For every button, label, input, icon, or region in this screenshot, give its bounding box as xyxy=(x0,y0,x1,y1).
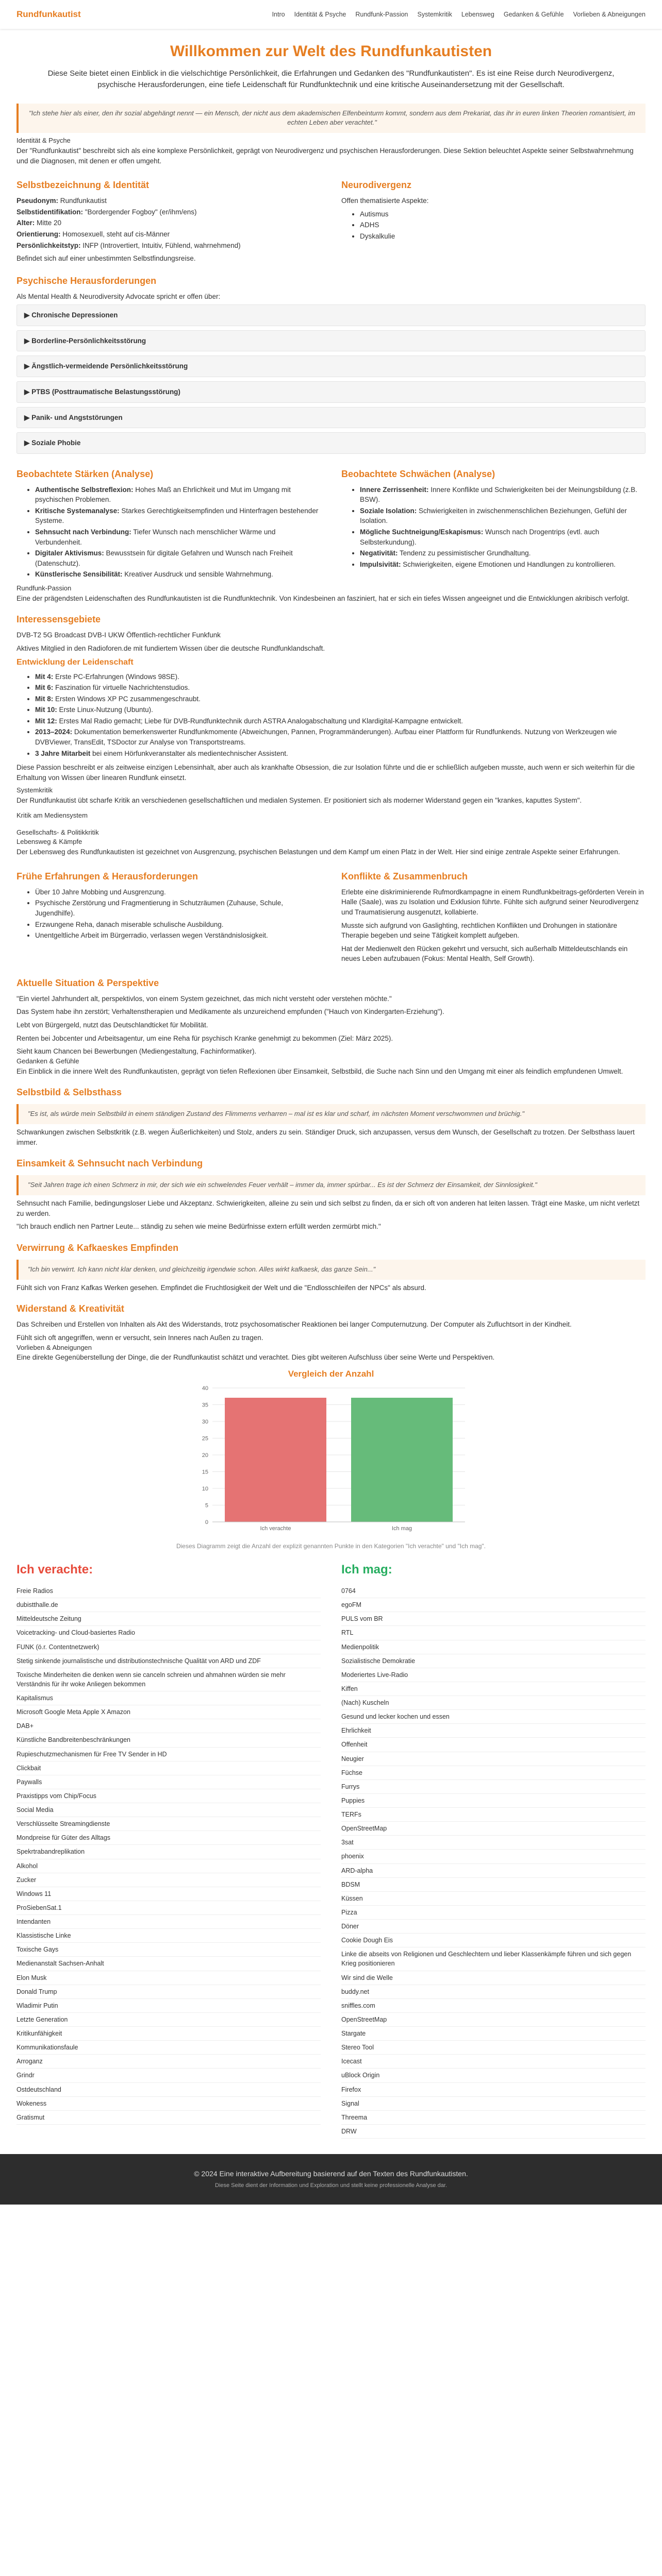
psych-accordion xyxy=(16,304,646,453)
lebensweg-text: Der Lebensweg des Rundfunkautisten ist gezeichnet von Ausgrenzung, psychischen Belastungen und dem Kampf um einen Platz in der Welt. Hier sind einige zentrale Aspekte seiner Erfahrungen. xyxy=(16,848,620,856)
identity-key: Selbstidentifikation: xyxy=(16,208,84,216)
y-tick-label: 0 xyxy=(205,1519,208,1526)
section-label-lebensweg: Lebensweg & Kämpfe xyxy=(16,838,82,846)
list-item xyxy=(35,727,646,747)
list-item xyxy=(35,705,646,715)
list-item: dubistthalle.de xyxy=(16,1598,321,1612)
strengths-list xyxy=(16,485,321,580)
identity-value: "Bordergender Fogboy" (er/ihm/ens) xyxy=(83,208,197,216)
identity-key: Orientierung: xyxy=(16,230,61,238)
strengths-heading: Beobachtete Stärken (Analyse) xyxy=(16,468,154,479)
current-quote: "Ein viertel Jahrhundert alt, perspektivlos, von einem System gezeichnet, das mich nicht versteht oder verstehen möchte." xyxy=(16,994,392,1003)
list-item xyxy=(35,485,321,505)
identity-row xyxy=(16,241,321,251)
list-item: Döner xyxy=(341,1920,646,1934)
list-item: Grindr xyxy=(16,2069,321,2082)
item-key: Mit 6: xyxy=(35,684,54,692)
list-item: Letzte Generation xyxy=(16,2013,321,2027)
list-item: Firefox xyxy=(341,2083,646,2097)
chart-caption: Dieses Diagramm zeigt die Anzahl der explizit genannten Punkte in den Kategorien "Ich verachte" und "Ich mag". xyxy=(176,1542,486,1550)
list-item: Verschlüsselte Streamingdienste xyxy=(16,1817,321,1831)
dislikes-heading: Ich verachte: xyxy=(16,1563,93,1577)
list-item xyxy=(360,506,646,526)
list-item: Kiffen xyxy=(341,1682,646,1696)
radioforen-text: Aktives Mitglied in den Radioforen.de mit fundiertem Wissen über die deutsche Rundfunklandschaft. xyxy=(16,644,325,652)
system-text: Der Rundfunkautist übt scharfe Kritik an verschiedenen gesellschaftlichen und medialen Systemen. Er positioniert sich als moderner Widerstand gegen ein "krankes, kaputtes System". xyxy=(16,796,582,805)
early-column xyxy=(16,860,321,967)
list-item: Stereo Tool xyxy=(341,2041,646,2055)
list-item: Threema xyxy=(341,2111,646,2125)
bar-likes xyxy=(352,1398,453,1522)
list-item: OpenStreetMap xyxy=(341,2013,646,2027)
preferences-grid xyxy=(16,1551,646,2139)
identity-row xyxy=(16,229,321,240)
list-item: Stetig sinkende journalistische und distributionstechnische Qualität von ARD und ZDF xyxy=(16,1654,321,1668)
list-item: sniffles.com xyxy=(341,1999,646,2013)
conflicts-p3: Hat der Medienwelt den Rücken gekehrt und versucht, sich außerhalb Mitteldeutschlands ein neues Leben aufzubauen (Fokus: Mental Health, Self Growth). xyxy=(341,944,628,963)
resistance-heading: Widerstand & Kreativität xyxy=(16,1303,124,1314)
identity-value: Rundfunkautist xyxy=(58,197,107,205)
list-item: • Autismus xyxy=(360,209,646,219)
list-item: Neugier xyxy=(341,1752,646,1766)
identity-grid xyxy=(16,169,646,264)
list-item: Zucker xyxy=(16,1873,321,1887)
dislikes-list xyxy=(16,1584,321,2125)
item-key: Mögliche Suchtneigung/Eskapismus: xyxy=(360,528,484,536)
list-item: ProSiebenSat.1 xyxy=(16,1901,321,1915)
list-item xyxy=(360,560,646,570)
strengths-column xyxy=(16,458,321,581)
item-key: Digitaler Aktivismus: xyxy=(35,549,104,557)
selfimage-heading: Selbstbild & Selbsthass xyxy=(16,1087,122,1098)
item-key: Kritische Systemanalyse: xyxy=(35,506,120,515)
list-item xyxy=(360,485,646,505)
list-item: phoenix xyxy=(341,1850,646,1863)
hero xyxy=(0,29,662,98)
list-item: 0764 xyxy=(341,1584,646,1598)
main-content xyxy=(16,104,646,2139)
identity-footer: Befindet sich auf einer unbestimmten Selbstfindungsreise. xyxy=(16,255,196,263)
accordion-item[interactable]: ▶ Panik- und Angststörungen xyxy=(16,407,646,429)
list-item: Klassistische Linke xyxy=(16,1929,321,1943)
list-item xyxy=(35,506,321,526)
item-value: Dokumentation bemerkenswerter Rundfunkmomente (Abweichungen, Pannen, Programmänderungen). Aufbau einer Plattform für Rundfunkends. Nutzung von Werkzeugen wie DVBViewer, TransEdit, TSDoctor zur Analyse von Transportstreams. xyxy=(35,728,617,746)
list-item xyxy=(35,569,321,580)
y-tick-label: 30 xyxy=(202,1418,208,1425)
system-sublabel-politics: Gesellschafts- & Politikkritik xyxy=(16,828,99,836)
analysis-grid xyxy=(16,458,646,581)
list-item: Ehrlichkeit xyxy=(341,1724,646,1738)
identity-heading: Selbstbezeichnung & Identität xyxy=(16,180,150,191)
selfimage-quote: "Es ist, als würde mein Selbstbild in einem ständigen Zustand des Flimmerns verharren – mal ist es klar und scharf, im nächsten Moment verschwommen und brüchig." xyxy=(16,1104,646,1124)
bar-dislikes xyxy=(225,1398,326,1522)
timeline-list xyxy=(16,672,646,759)
item-value: Hohes Maß an Ehrlichkeit und Mut im Umgang mit psychischen Problemen. xyxy=(35,485,291,504)
identity-list xyxy=(16,196,321,263)
neuro-list xyxy=(341,209,646,242)
y-tick-label: 15 xyxy=(202,1469,208,1476)
system-sublabel-media: Kritik am Mediensystem xyxy=(16,811,88,819)
identity-key: Alter: xyxy=(16,219,35,227)
intro-quote: "Ich stehe hier als einer, den ihr sozial abgehängt nennt — ein Mensch, der nicht aus dem akademischen Elfenbeinturm kommt, sondern aus dem Prekariat, das ihr in euren linken Theorien romantisiert, im echten Leben aber verachtet." xyxy=(16,104,646,133)
section-label-passion: Rundfunk-Passion xyxy=(16,584,72,592)
list-item: Wokeness xyxy=(16,2097,321,2111)
current-p2: Lebt von Bürgergeld, nutzt das Deutschlandticket für Mobilität. xyxy=(16,1021,208,1029)
resistance-p2: Fühlt sich oft angegriffen, wenn er versucht, sein Inneres nach Außen zu tragen. xyxy=(16,1333,263,1342)
list-item: Donald Trump xyxy=(16,1985,321,1999)
list-item: • Psychische Zerstörung und Fragmentierung in Schutzräumen (Zuhause, Schule, Jugendhilfe). xyxy=(35,898,321,918)
bar-chart-svg xyxy=(187,1383,475,1537)
list-item: Küssen xyxy=(341,1892,646,1906)
list-item: buddy.net xyxy=(341,1985,646,1999)
list-item: (Nach) Kuscheln xyxy=(341,1696,646,1710)
item-value: Ersten Windows XP PC zusammengeschraubt. xyxy=(53,694,201,703)
early-heading: Frühe Erfahrungen & Herausforderungen xyxy=(16,871,198,882)
list-item: Intendanten xyxy=(16,1915,321,1929)
resistance-p1: Das Schreiben und Erstellen von Inhalten als Akt des Widerstands, trotz psychosomatischer Reaktionen bei langer Computernutzung. Der Computer als Zufluchtsort in der Kindheit. xyxy=(16,1320,572,1329)
item-key: Mit 12: xyxy=(35,717,57,725)
list-item: Kritikunfähigkeit xyxy=(16,2027,321,2041)
list-item: Moderiertes Live-Radio xyxy=(341,1668,646,1682)
loneliness-heading: Einsamkeit & Sehnsucht nach Verbindung xyxy=(16,1158,203,1169)
item-key: Mit 10: xyxy=(35,706,57,714)
list-item: Mondpreise für Güter des Alltags xyxy=(16,1831,321,1845)
list-item: Spekrtrabandreplikation xyxy=(16,1845,321,1859)
list-item xyxy=(35,694,646,704)
item-value: Kreativer Ausdruck und sensible Wahrnehmung. xyxy=(122,570,273,579)
conflicts-heading: Konflikte & Zusammenbruch xyxy=(341,871,468,882)
kafka-quote: "Ich bin verwirrt. Ich kann nicht klar denken, und gleichzeitig irgendwie schon. Alles wirkt kafkaesk, das ganze Sein..." xyxy=(16,1260,646,1280)
y-tick-label: 35 xyxy=(202,1402,208,1409)
list-item: Social Media xyxy=(16,1803,321,1817)
page-title: Willkommen zur Welt des Rundfunkautisten xyxy=(170,43,492,60)
list-item: Linke die abseits von Religionen und Geschlechtern und lieber Klassenkämpfe führen und sich gegen Krieg positionieren xyxy=(341,1947,646,1971)
list-item: Alkohol xyxy=(16,1859,321,1873)
list-item: Signal xyxy=(341,2097,646,2111)
lebensweg-grid xyxy=(16,860,646,967)
list-item: Voicetracking- und Cloud-basiertes Radio xyxy=(16,1626,321,1640)
footer-copyright: © 2024 Eine interaktive Aufbereitung basierend auf den Texten des Rundfunkautisten. xyxy=(194,2170,468,2178)
list-item: Kapitalismus xyxy=(16,1691,321,1705)
weaknesses-column xyxy=(341,458,646,581)
item-value: Innere Konflikte und Schwierigkeiten bei der Meinungsbildung (z.B. BSW). xyxy=(360,485,638,504)
conflicts-p2: Musste sich aufgrund von Gaslighting, rechtlichen Konflikten und Drohungen in stationäre Therapie begeben und seine Tätigkeit komplett aufgeben. xyxy=(341,921,618,940)
nav-intro[interactable]: Intro xyxy=(272,10,285,18)
list-item: • Unentgeltliche Arbeit im Bürgerradio, verlassen wegen Verständnislosigkeit. xyxy=(35,930,321,941)
selfimage-text: Schwankungen zwischen Selbstkritik (z.B. wegen Äußerlichkeiten) und Stolz, anders zu sein. Ständiger Druck, sich anzupassen, versus dem Wunsch, der Gesellschaft zu trotzen. Der Selbsthass lauert immer. xyxy=(16,1128,635,1146)
x-tick-label: Ich mag xyxy=(391,1525,412,1532)
item-value: Bewusstsein für digitale Gefahren und Wunsch nach Freiheit (Datenschutz). xyxy=(35,549,293,567)
list-item: Arroganz xyxy=(16,2055,321,2069)
item-value: Tiefer Wunsch nach menschlicher Wärme und Verbundenheit. xyxy=(35,528,276,546)
psych-intro: Als Mental Health & Neurodiversity Advocate spricht er offen über: xyxy=(16,292,221,300)
current-p1: Das System habe ihn zerstört; Verhaltenstherapien und Medikamente als unzureichend empfunden ("Hauch von Kindergarten-Erziehung"). xyxy=(16,1008,444,1016)
list-item xyxy=(35,749,646,759)
list-item xyxy=(35,672,646,682)
list-item: ARD-alpha xyxy=(341,1864,646,1878)
list-item: Mitteldeutsche Zeitung xyxy=(16,1612,321,1626)
nav-preferences[interactable]: Vorlieben & Abneigungen xyxy=(573,10,646,18)
identity-key: Persönlichkeitstyp: xyxy=(16,241,81,249)
list-item xyxy=(35,683,646,693)
list-item: Sozialistische Demokratie xyxy=(341,1654,646,1668)
hero-text: Diese Seite bietet einen Einblick in die vielschichtige Persönlichkeit, die Erfahrungen und Gedanken des "Rundfunkautisten". Es ist eine Reise durch Neurodivergenz, psychische Herausforderungen, eine tiefe Leidenschaft für Rundfunktechnik und eine kritische Auseinandersetzung mit der Gesellschaft. xyxy=(47,69,615,89)
list-item: Paywalls xyxy=(16,1775,321,1789)
y-tick-label: 10 xyxy=(202,1485,208,1492)
accordion-item[interactable]: ▶ Ängstlich-vermeidende Persönlichkeitsstörung xyxy=(16,355,646,377)
early-list xyxy=(16,887,321,941)
neuro-heading: Neurodivergenz xyxy=(341,180,412,191)
comparison-chart xyxy=(16,1368,646,1551)
preferences-text: Eine direkte Gegenüberstellung der Dinge, die der Rundfunkautist schätzt und verachtet. Dies gibt weiteren Aufschluss über seine Werte und Perspektiven. xyxy=(16,1353,495,1362)
item-value: Tendenz zu pessimistischer Grundhaltung. xyxy=(398,549,531,557)
kafka-text: Fühlt sich von Franz Kafkas Werken gesehen. Empfindet die Fruchtlosigkeit der Welt und die "Endlosschleifen der NPCs" als absurd. xyxy=(16,1283,426,1292)
list-item: Microsoft Google Meta Apple X Amazon xyxy=(16,1705,321,1719)
list-item: Elon Musk xyxy=(16,1971,321,1985)
kafka-heading: Verwirrung & Kafkaeskes Empfinden xyxy=(16,1242,179,1253)
list-item: Gesund und lecker kochen und essen xyxy=(341,1710,646,1724)
interests-heading: Interessensgebiete xyxy=(16,614,101,625)
item-value: Wunsch nach Drogentrips (evtl. auch Selbsterkundung). xyxy=(360,528,600,546)
item-key: 3 Jahre Mitarbeit xyxy=(35,749,91,757)
list-item: Freie Radios xyxy=(16,1584,321,1598)
list-item: Cookie Dough Eis xyxy=(341,1934,646,1947)
site-footer xyxy=(0,2154,662,2205)
list-item: Pizza xyxy=(341,1906,646,1920)
list-item xyxy=(360,527,646,547)
conflicts-column xyxy=(341,860,646,967)
y-tick-label: 20 xyxy=(202,1452,208,1459)
list-item xyxy=(35,548,321,568)
list-item: Furrys xyxy=(341,1780,646,1794)
list-item xyxy=(35,527,321,547)
list-item: Kommunikationsfaule xyxy=(16,2041,321,2055)
identity-intro-text: Der "Rundfunkautist" beschreibt sich als eine komplexe Persönlichkeit, geprägt von Neurodivergenz und psychischen Herausforderungen. Diese Sektion beleuchtet Aspekte seiner Selbstwahrnehmung und die Diagnosen, mit denen er offen umgeht. xyxy=(16,147,634,165)
neuro-intro: Offen thematisierte Aspekte: xyxy=(341,197,429,205)
current-heading: Aktuelle Situation & Perspektive xyxy=(16,977,159,988)
nav-identity[interactable]: Identität & Psyche xyxy=(294,10,346,18)
dev-heading: Entwicklung der Leidenschaft xyxy=(16,658,134,667)
identity-row xyxy=(16,218,321,228)
accordion-item[interactable]: ▶ PTBS (Posttraumatische Belastungsstörung) xyxy=(16,381,646,403)
item-key: Impulsivität: xyxy=(360,560,401,568)
list-item: • Erzwungene Reha, danach miserable schulische Ausbildung. xyxy=(35,920,321,930)
x-tick-label: Ich verachte xyxy=(260,1525,291,1532)
item-key: Negativität: xyxy=(360,549,398,557)
item-value: Erste Linux-Nutzung (Ubuntu). xyxy=(57,706,153,714)
list-item: TERFs xyxy=(341,1808,646,1822)
list-item: Puppies xyxy=(341,1794,646,1808)
interests-tags: DVB-T2 5G Broadcast DVB-I UKW Öffentlich-rechtlicher Funkfunk xyxy=(16,631,221,639)
likes-heading: Ich mag: xyxy=(341,1563,392,1577)
section-label-thoughts: Gedanken & Gefühle xyxy=(16,1057,79,1065)
item-key: Künstlerische Sensibilität: xyxy=(35,570,123,579)
item-value: Erstes Mal Radio gemacht; Liebe für DVB-Rundfunktechnik durch ASTRA Analogabschaltung und Klardigital-Kampagne entwickelt. xyxy=(57,717,463,725)
psych-heading: Psychische Herausforderungen xyxy=(16,275,157,286)
list-item: OpenStreetMap xyxy=(341,1822,646,1836)
identity-row xyxy=(16,207,321,217)
current-p4: Sieht kaum Chancen bei Bewerbungen (Mediengestaltung, Fachinformatiker). xyxy=(16,1047,257,1056)
site-header xyxy=(0,0,662,29)
item-value: Schwierigkeiten in zwischenmenschlichen Beziehungen, Gefühl der Isolation. xyxy=(360,506,627,525)
loneliness-p2: "Ich brauch endlich nen Partner Leute... ständig zu sehen wie meine Bedürfnisse extern erfüllt werden zermürbt mich." xyxy=(16,1223,381,1231)
likes-column xyxy=(341,1551,646,2139)
item-key: Soziale Isolation: xyxy=(360,506,417,515)
list-item: Rupieschutzmechanismen für Free TV Sender in HD xyxy=(16,1748,321,1761)
section-label-system: Systemkritik xyxy=(16,786,53,794)
list-item: 3sat xyxy=(341,1836,646,1850)
list-item: egoFM xyxy=(341,1598,646,1612)
list-item: Offenheit xyxy=(341,1738,646,1752)
nav-thoughts[interactable]: Gedanken & Gefühle xyxy=(503,10,564,18)
list-item: Füchse xyxy=(341,1766,646,1780)
identity-row xyxy=(16,196,321,206)
loneliness-quote: "Seit Jahren trage ich einen Schmerz in mir, der sich wie ein schwelendes Feuer verhält – immer da, immer spürbar... Es ist der Schmerz der Einsamkeit, der Sinnlosigkeit." xyxy=(16,1175,646,1195)
nav-lebensweg[interactable]: Lebensweg xyxy=(461,10,494,18)
list-item: • Dyskalkulie xyxy=(360,231,646,242)
list-item: Wladimir Putin xyxy=(16,1999,321,2013)
accordion-item[interactable]: ▶ Soziale Phobie xyxy=(16,432,646,454)
item-value: Erste PC-Erfahrungen (Windows 98SE). xyxy=(53,672,179,681)
accordion-item[interactable]: ▶ Chronische Depressionen xyxy=(16,304,646,326)
weaknesses-list xyxy=(341,485,646,570)
likes-list xyxy=(341,1584,646,2139)
item-value: Faszination für virtuelle Nachrichtenstudios. xyxy=(53,684,190,692)
item-key: Mit 4: xyxy=(35,672,54,681)
list-item: RTL xyxy=(341,1626,646,1640)
identity-key: Pseudonym: xyxy=(16,197,59,205)
passion-text: Eine der prägendsten Leidenschaften des Rundfunkautisten ist die Rundfunktechnik. Von Kindesbeinen an fasziniert, hat er sich ein tiefes Wissen angeeignet und die Entwicklungen akribisch verfolgt. xyxy=(16,594,630,602)
list-item: DRW xyxy=(341,2125,646,2139)
list-item: Künstliche Bandbreitenbeschränkungen xyxy=(16,1733,321,1747)
section-label-identity: Identität & Psyche xyxy=(16,137,71,145)
list-item xyxy=(360,548,646,558)
item-key: Innere Zerrissenheit: xyxy=(360,485,429,494)
y-tick-label: 25 xyxy=(202,1435,208,1442)
list-item: uBlock Origin xyxy=(341,2069,646,2082)
list-item: Toxische Minderheiten die denken wenn sie canceln schreien und ahmahnen würden sie mehr Verständnis für ihr woke Anliegen bekommen xyxy=(16,1668,321,1691)
list-item xyxy=(35,716,646,726)
dislikes-column xyxy=(16,1551,321,2139)
passion-closing: Diese Passion beschreibt er als zeitweise einzigen Lebensinhalt, aber auch als krankhafte Obsession, die zur Isolation führte und die er schließlich aufgeben musste, auch wenn er sich weiterhin für die Erhaltung von Wissen über linearen Rundfunk einsetzt. xyxy=(16,764,635,782)
list-item: PULS vom BR xyxy=(341,1612,646,1626)
item-key: Sehnsucht nach Verbindung: xyxy=(35,528,131,536)
list-item: Medienpolitik xyxy=(341,1640,646,1654)
item-key: 2013–2024: xyxy=(35,728,73,736)
neuro-column xyxy=(341,169,646,264)
loneliness-p1: Sehnsucht nach Familie, bedingungsloser Liebe und Akzeptanz. Schwierigkeiten, alleine zu sein und sich selbst zu finden, da er sich oft von anderen hat leiten lassen. Trägt eine Maske, um nicht verletzt zu werden. xyxy=(16,1199,640,1217)
thoughts-text: Ein Einblick in die innere Welt des Rundfunkautisten, geprägt von tiefen Reflexionen über Einsamkeit, Selbstbild, die Suche nach Sinn und den Umgang mit einer als feindlich empfundenen Umwelt. xyxy=(16,1067,623,1075)
list-item: Icecast xyxy=(341,2055,646,2069)
list-item: Windows 11 xyxy=(16,1887,321,1901)
identity-value: INFP (Introvertiert, Intuitiv, Fühlend, wahrnehmend) xyxy=(80,241,241,249)
identity-value: Mitte 20 xyxy=(35,219,62,227)
list-item: Medienanstalt Sachsen-Anhalt xyxy=(16,1957,321,1971)
item-value: bei einem Hörfunkveranstalter als medientechnischer Assistent. xyxy=(90,749,288,757)
brand-logo[interactable]: Rundfunkautist xyxy=(16,9,81,19)
nav-system[interactable]: Systemkritik xyxy=(417,10,452,18)
item-value: Starkes Gerechtigkeitsempfinden und Hinterfragen bestehender Systeme. xyxy=(35,506,319,525)
identity-value: Homosexuell, steht auf cis-Männer xyxy=(60,230,170,238)
list-item: DAB+ xyxy=(16,1719,321,1733)
y-tick-label: 40 xyxy=(202,1385,208,1392)
list-item: Ostdeutschland xyxy=(16,2083,321,2097)
list-item: Toxische Gays xyxy=(16,1943,321,1957)
identity-column xyxy=(16,169,321,264)
list-item: FUNK (ö.r. Contentnetzwerk) xyxy=(16,1640,321,1654)
list-item: • Über 10 Jahre Mobbing und Ausgrenzung. xyxy=(35,887,321,897)
current-p3: Renten bei Jobcenter und Arbeitsagentur, um eine Reha für psychisch Kranke genehmigt zu bekommen (Ziel: März 2025). xyxy=(16,1034,393,1042)
item-key: Authentische Selbstreflexion: xyxy=(35,485,134,494)
footer-disclaimer: Diese Seite dient der Information und Exploration und stellt keine professionelle Analyse dar. xyxy=(214,2182,448,2189)
conflicts-p1: Erlebte eine diskriminierende Rufmordkampagne in einem Rundfunkbeitrags-geförderten Verein in Halle (Saale), was zu Isolation und Exklusion führte. Fühlte sich aufgrund seiner Neurodivergenz und Traumatisierung ausgenutzt, kollabierte. xyxy=(341,888,644,916)
section-label-preferences: Vorlieben & Abneigungen xyxy=(16,1343,92,1351)
accordion-item[interactable]: ▶ Borderline-Persönlichkeitsstörung xyxy=(16,330,646,352)
list-item: • ADHS xyxy=(360,220,646,230)
main-nav xyxy=(272,10,646,19)
list-item: Stargate xyxy=(341,2027,646,2041)
y-tick-label: 5 xyxy=(205,1502,208,1509)
list-item: Clickbait xyxy=(16,1761,321,1775)
weaknesses-heading: Beobachtete Schwächen (Analyse) xyxy=(341,468,495,479)
list-item: BDSM xyxy=(341,1878,646,1892)
nav-passion[interactable]: Rundfunk-Passion xyxy=(355,10,408,18)
item-value: Schwierigkeiten, eigene Emotionen und Handlungen zu kontrollieren. xyxy=(401,560,616,568)
list-item: Gratismut xyxy=(16,2111,321,2125)
list-item: Wir sind die Welle xyxy=(341,1971,646,1985)
item-key: Mit 8: xyxy=(35,694,54,703)
chart-title: Vergleich der Anzahl xyxy=(288,1368,374,1379)
list-item: Praxistipps vom Chip/Focus xyxy=(16,1789,321,1803)
